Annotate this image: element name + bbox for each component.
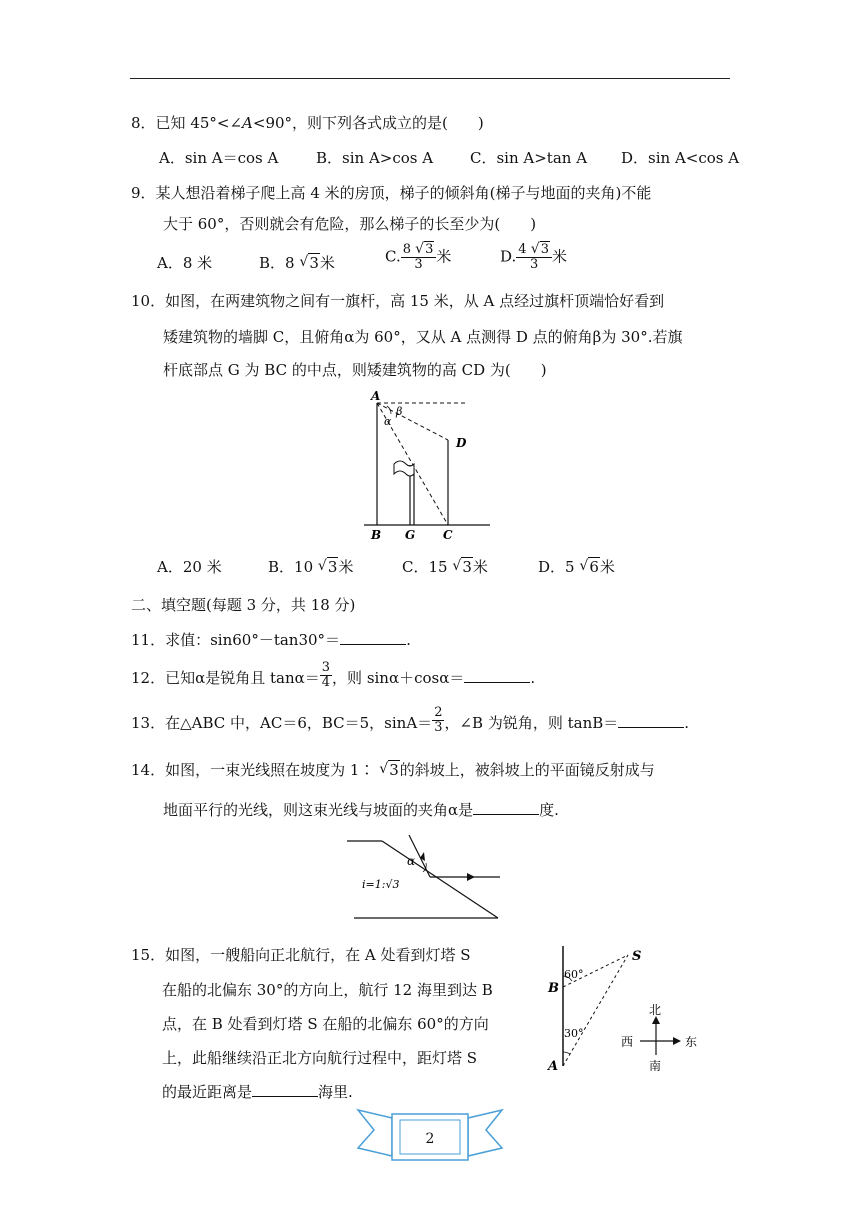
question-15-line4: 上，此船继续沿正北方向航行过程中，距灯塔 S bbox=[162, 1049, 478, 1067]
q10-label-a: A bbox=[371, 389, 381, 403]
q14-figure bbox=[340, 832, 505, 924]
question-13: 13．在△ABC 中，AC＝6，BC＝5，sinA＝ $\frac{2}{3}$ ，∠B 为锐角，则 tanB＝ . bbox=[131, 704, 690, 735]
question-14-line2: 地面平行的光线，则这束光线与坡面的夹角α是 度. bbox=[163, 801, 559, 819]
question-12: 12．已知α是锐角且 tanα＝ $\frac{3}{4}$ ，则 sinα＋cosα＝ . bbox=[131, 659, 536, 690]
q10-option-d: D．5 √ 6米 bbox=[538, 557, 615, 577]
q9-option-a: A．8 米 bbox=[157, 254, 213, 272]
question-9: 9．某人想沿着梯子爬上高 4 米的房顶，梯子的倾斜角(梯子与地面的夹角)不能 bbox=[131, 184, 652, 202]
q9-option-d: D. $\frac{4 √ 3}{3}$ 米 bbox=[500, 243, 567, 272]
q10-label-b: B bbox=[371, 528, 382, 542]
q10-label-alpha: α bbox=[384, 415, 392, 428]
q8-option-d: D．sin A<cos A bbox=[621, 149, 740, 167]
q15-west-label: 西 bbox=[621, 1035, 634, 1049]
q15-label-s: S bbox=[632, 949, 642, 964]
q15-blank[interactable] bbox=[252, 1082, 318, 1097]
q11-blank[interactable] bbox=[340, 630, 406, 645]
q9-option-c: C. $\frac{8 √ 3}{3}$ 米 bbox=[385, 243, 451, 272]
question-8 bbox=[131, 113, 484, 133]
q8-option-b: B．sin A>cos A bbox=[316, 149, 434, 167]
q10-label-c: C bbox=[443, 528, 453, 542]
question-9-line2: 大于 60°，否则就会有危险，那么梯子的长至少为( ) bbox=[163, 215, 537, 233]
q15-angle-b: 60° bbox=[564, 968, 584, 981]
q8-option-a: A．sin A＝cos A bbox=[159, 149, 279, 167]
question-15-line5: 的最近距离是 海里. bbox=[162, 1083, 353, 1101]
q15-label-a: A bbox=[548, 1059, 559, 1074]
page-number: 2 bbox=[425, 1131, 435, 1147]
q8-stem-var: A bbox=[242, 114, 253, 132]
q15-figure bbox=[540, 940, 710, 1075]
q14-label-alpha: α bbox=[407, 854, 416, 868]
question-10-line3: 杆底部点 G 为 BC 的中点，则矮建筑物的高 CD 为( ) bbox=[163, 361, 547, 379]
header-rule bbox=[130, 78, 730, 79]
q15-label-b: B bbox=[548, 981, 559, 996]
q10-option-b: B．10 √ 3米 bbox=[268, 557, 353, 577]
q12-blank[interactable] bbox=[464, 668, 530, 683]
q15-south-label: 南 bbox=[649, 1059, 662, 1073]
q8-stem-pre: 已知 45°<∠ bbox=[155, 114, 243, 132]
question-14: 14．如图，一束光线照在坡度为 1∶ √ 3的斜坡上，被斜坡上的平面镜反射成与 bbox=[131, 760, 655, 780]
section-2-heading: 二、填空题(每题 3 分，共 18 分) bbox=[131, 596, 356, 614]
q8-stem-post: <90°，则下列各式成立的是( ) bbox=[252, 114, 484, 132]
q14-blank[interactable] bbox=[473, 800, 539, 815]
question-15-line2: 在船的北偏东 30°的方向上，航行 12 海里到达 B bbox=[162, 981, 493, 999]
question-11: 11．求值：sin60°－tan30°＝ . bbox=[131, 631, 411, 649]
q15-north-label: 北 bbox=[649, 1003, 662, 1017]
q10-label-beta: β bbox=[396, 405, 403, 418]
q13-blank[interactable] bbox=[618, 713, 684, 728]
q10-option-c: C．15 √ 3米 bbox=[402, 557, 488, 577]
q9-option-b: B．8 √ 3米 bbox=[259, 253, 335, 273]
question-10: 10．如图，在两建筑物之间有一旗杆，高 15 米，从 A 点经过旗杆顶端恰好看到 bbox=[131, 292, 665, 310]
q10-label-g: G bbox=[405, 528, 416, 542]
question-10-line2: 矮建筑物的墙脚 C，且俯角α为 60°，又从 A 点测得 D 点的俯角β为 30°.若旗 bbox=[163, 328, 683, 346]
q10-option-a: A．20 米 bbox=[157, 558, 222, 576]
question-15: 15．如图，一艘船向正北航行，在 A 处看到灯塔 S bbox=[131, 946, 471, 964]
q15-angle-a: 30° bbox=[564, 1027, 584, 1040]
question-15-line3: 点，在 B 处看到灯塔 S 在船的北偏东 60°的方向 bbox=[162, 1015, 489, 1033]
q8-option-c: C．sin A>tan A bbox=[470, 149, 588, 167]
q10-label-d: D bbox=[456, 436, 467, 450]
q10-figure bbox=[360, 388, 495, 544]
q15-east-label: 东 bbox=[685, 1035, 698, 1049]
q14-slope-label: i=1:√3 bbox=[362, 878, 400, 891]
page-number-banner bbox=[350, 1100, 510, 1170]
q8-number: 8． bbox=[131, 114, 156, 132]
